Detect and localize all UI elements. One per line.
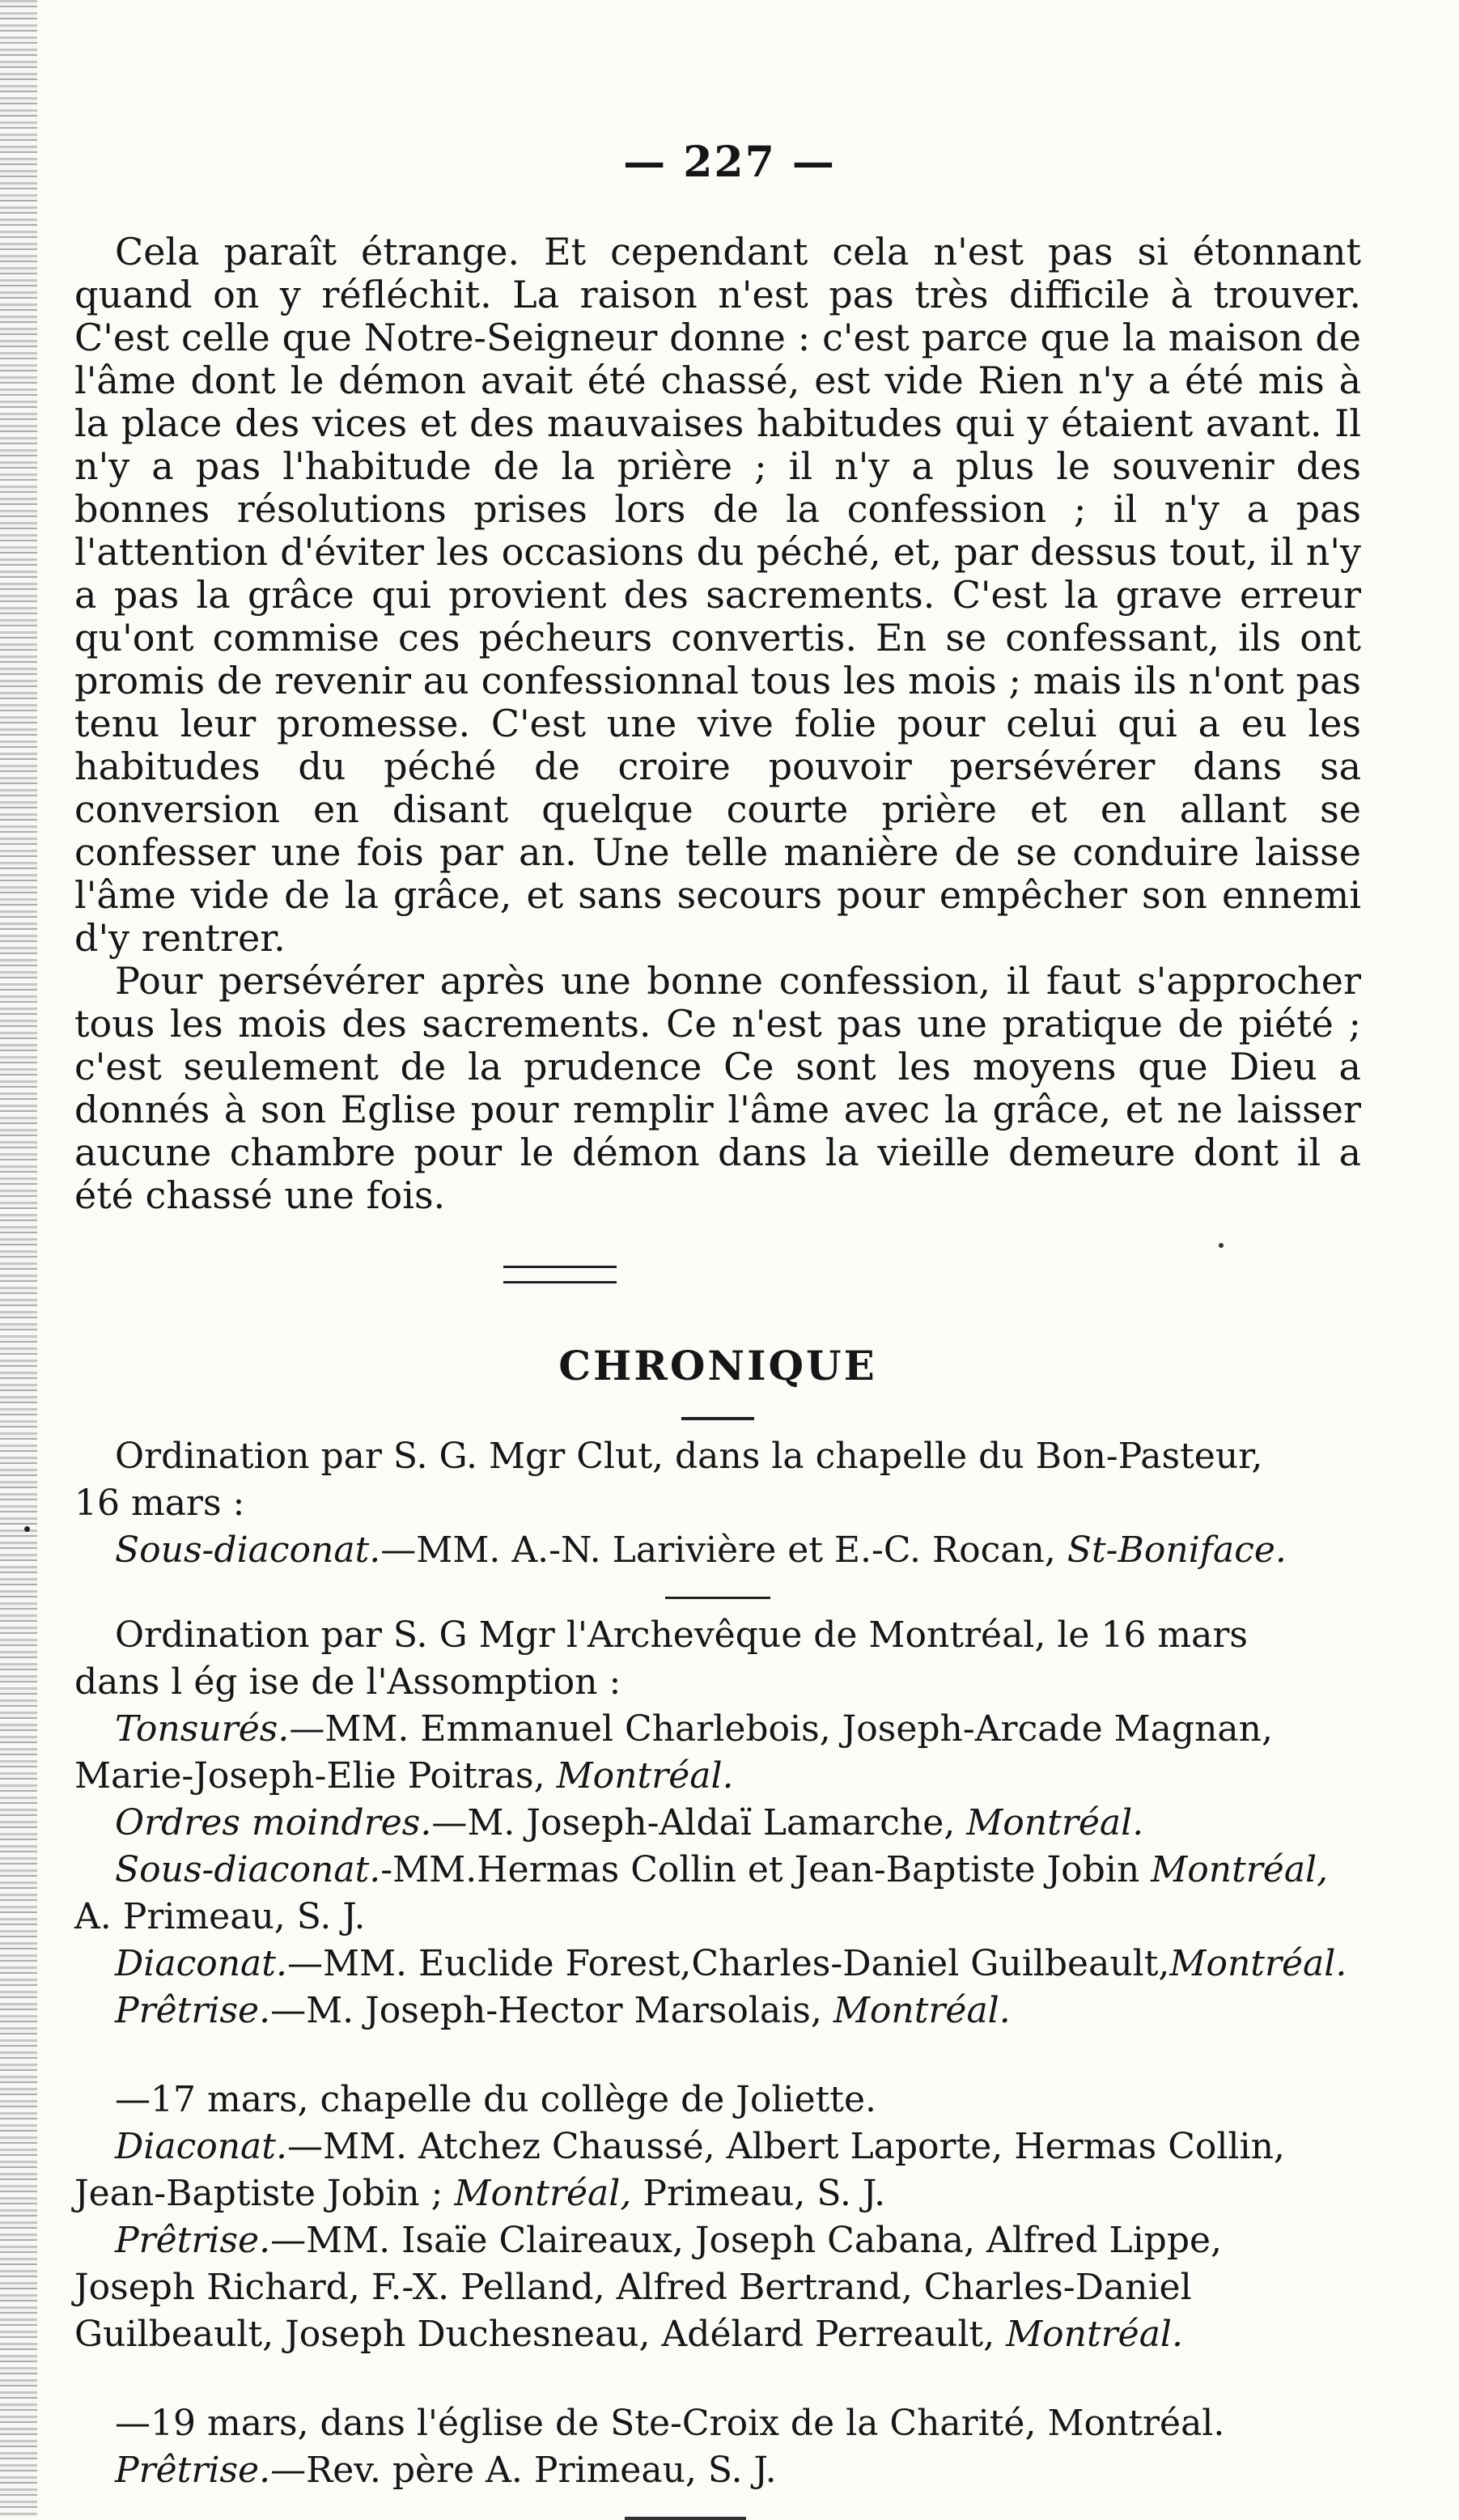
ordination-line: [74, 2311, 1361, 2358]
ordinands: —M. Joseph-Aldaï Lamarche,: [431, 1802, 956, 1843]
diocese: Montréal.: [556, 1755, 734, 1797]
ordination-intro: Ordination par S. G Mgr l'Archevêque de Montréal, le 16 mars: [115, 1614, 1248, 1656]
diocese: Montréal.: [1169, 1943, 1347, 1984]
ordination-intro: Ordination par S. G. Mgr Clut, dans la chapelle du Bon-Pasteur,: [115, 1436, 1263, 1477]
ordination-line: [74, 1894, 1361, 1941]
ordinands: —MM. Emmanuel Charlebois, Joseph-Arcade Magnan,: [289, 1708, 1273, 1750]
order-label: Ordres moindres.: [115, 1802, 432, 1843]
page-number: — 227 —: [623, 138, 836, 187]
ordination-line: [74, 1988, 1361, 2034]
ordination-line: [74, 2170, 1361, 2217]
ordination-line: [74, 1941, 1361, 1988]
ordinands: —M. Joseph-Hector Marsolais,: [270, 1990, 822, 2031]
entry-divider: [665, 1597, 770, 1599]
order-label: Prêtrise.: [115, 2220, 271, 2261]
diocese: Montréal,: [454, 2173, 632, 2214]
ordination-line: [74, 2123, 1361, 2170]
order-label: Sous-diaconat.: [115, 1529, 381, 1571]
ordination-intro: 16 mars :: [74, 1483, 245, 1524]
ordination-line: [74, 1800, 1361, 1847]
order-label: Prêtrise.: [115, 1990, 271, 2031]
ordination-intro: dans l ég ise de l'Assomption :: [74, 1661, 621, 1703]
ordination-line: [74, 1753, 1361, 1800]
ordination-line: [74, 2217, 1361, 2264]
ordination-line: [74, 1527, 1361, 1574]
order-label: Diaconat.: [115, 2126, 287, 2167]
end-divider: [625, 2517, 746, 2520]
ordination-line: [74, 1847, 1361, 1894]
diocese: Montréal.: [1006, 2314, 1183, 2355]
ordinands: —MM. A.-N. Larivière et E.-C. Rocan,: [380, 1529, 1056, 1571]
ordinands: A. Primeau, S. J.: [74, 1896, 366, 1937]
ordination-entry: [74, 1433, 1361, 1574]
diocese: Montréal.: [966, 1802, 1144, 1843]
section-divider: [503, 1256, 754, 1287]
page-body: [74, 231, 1361, 2520]
ordinands: Jean-Baptiste Jobin ;: [74, 2173, 443, 2214]
diocese: Montréal,: [1151, 1849, 1329, 1890]
ordinands: Guilbeault, Joseph Duchesneau, Adélard Perreault,: [74, 2314, 995, 2355]
ordinands: —MM. Atchez Chaussé, Albert Laporte, Hermas Collin,: [286, 2126, 1285, 2167]
ordination-intro: —19 mars, dans l'église de Ste-Croix de la Charité, Montréal.: [115, 2403, 1225, 2444]
paragraph: Cela paraît étrange. Et cependant cela n'est pas si étonnant quand on y réfléchit. La raison n'est pas très difficile à trouver. C'est celle que Notre-Seigneur donne : c'est parce que la maison de l'âme dont le démon avait été chassé, est vide Rien n'y a été mis à la place des vices et des mauvaises habitudes qui y étaient avant. Il n'y a pas l'habitude de la prière ; il n'y a plus le souvenir des bonnes résolutions prises lors de la confession ; il n'y a pas l'attention d'éviter les occasions du péché, et, par dessus tout, il n'y a pas la grâce qui provient des sacrements. C'est la grave erreur qu'ont commise ces pécheurs convertis. En se confessant, ils ont promis de revenir au confessionnal tous les mois ; mais ils n'ont pas tenu leur promesse. C'est une vive folie pour celui qui a eu les habitudes du péché de croire pouvoir persévérer dans sa conversion en disant quelque courte prière et en allant se confesser une fois par an. Une telle manière de se conduire laisse l'âme vide de la grâce, et sans secours pour empêcher son ennemi d'y rentrer.: [74, 230, 1361, 960]
order-label: Tonsurés.: [115, 1708, 290, 1750]
ordinands: —Rev. père A. Primeau, S. J.: [270, 2450, 777, 2491]
paragraph: Pour persévérer après une bonne confession, il faut s'approcher tous les mois des sacrements. Ce n'est pas une pratique de piété ; c'est seulement de la prudence Ce sont les moyens que Dieu a donnés à son Eglise pour remplir l'âme avec la grâce, et ne laisser aucune chambre pour le démon dans la vieille demeure dont il a été chassé une fois.: [74, 959, 1361, 1217]
order-label: Sous-diaconat.: [115, 1849, 381, 1890]
ordination-intro: —17 mars, chapelle du collège de Joliette.: [115, 2079, 876, 2120]
ordinands: Joseph Richard, F.-X. Pelland, Alfred Bertrand, Charles-Daniel: [74, 2267, 1192, 2308]
ordinands: —MM. Isaïe Claireaux, Joseph Cabana, Alfred Lippe,: [270, 2220, 1223, 2261]
order-label: Diaconat.: [115, 1943, 287, 1984]
ordination-entry: [74, 1612, 1361, 2034]
ordinands: Primeau, S. J.: [643, 2173, 886, 2214]
ordination-entry: [74, 2400, 1361, 2494]
order-label: Prêtrise.: [115, 2450, 271, 2491]
diocese: Montréal.: [833, 1990, 1011, 2031]
page-binding-edge: [0, 0, 37, 2517]
ordination-entry: [74, 2077, 1361, 2358]
ordination-line: [74, 1706, 1361, 1753]
ordinands: -MM.Hermas Collin et Jean-Baptiste Jobin: [380, 1849, 1140, 1890]
ordination-line: [74, 2447, 1361, 2494]
ordinands: —MM. Euclide Forest,Charles-Daniel Guilbeault,: [286, 1943, 1170, 1984]
ordinands: Marie-Joseph-Elie Poitras,: [74, 1755, 545, 1797]
diocese: St-Boniface.: [1067, 1529, 1287, 1571]
title-underline: [681, 1417, 754, 1420]
ordination-line: [74, 2264, 1361, 2311]
ink-speck: [24, 1526, 30, 1532]
section-title: CHRONIQUE: [558, 1342, 877, 1389]
